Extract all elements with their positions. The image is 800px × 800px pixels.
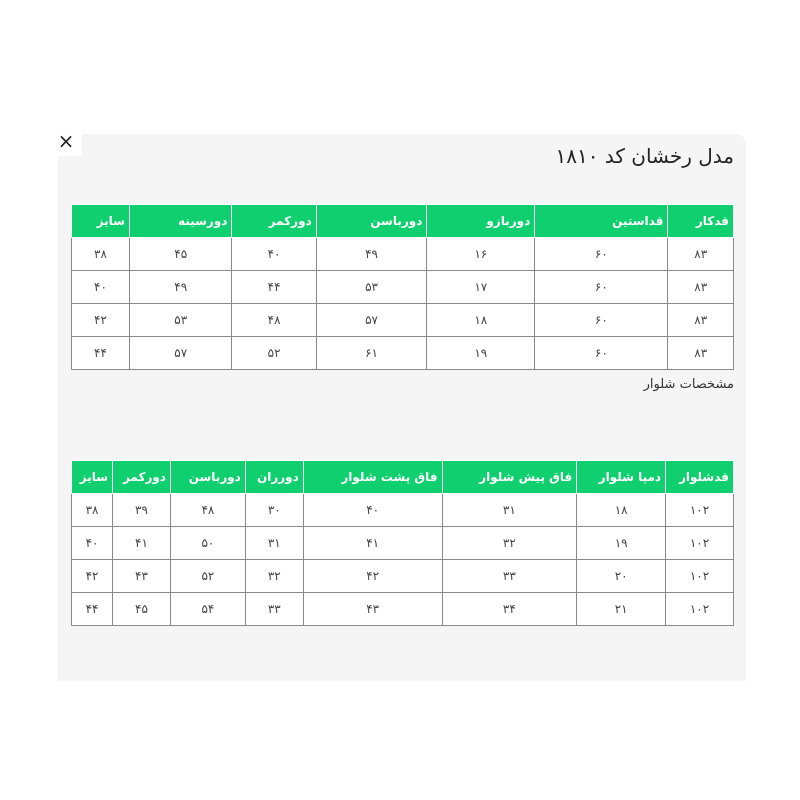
table-cell: ۱۹ (427, 337, 535, 370)
table-row (72, 593, 734, 626)
table-cell: ۳۳ (245, 593, 303, 626)
column-header: سایز (72, 205, 130, 238)
table-cell: ۶۰ (535, 271, 668, 304)
table-row (72, 271, 734, 304)
table-cell: ۱۰۲ (666, 593, 734, 626)
table-cell: ۴۹ (316, 238, 427, 271)
table-cell: ۴۲ (303, 560, 442, 593)
table-cell: ۱۶ (427, 238, 535, 271)
table-cell: ۸۳ (668, 337, 734, 370)
column-header: دورباسن (316, 205, 427, 238)
column-header: دورسینه (129, 205, 231, 238)
table-cell: ۳۱ (245, 527, 303, 560)
column-header: دورکمر (232, 205, 316, 238)
column-header: فاق پشت شلوار (303, 461, 442, 494)
table-cell: ۱۰۲ (666, 527, 734, 560)
table-cell: ۴۱ (303, 527, 442, 560)
table-cell: ۵۷ (129, 337, 231, 370)
column-header: دورران (245, 461, 303, 494)
close-icon[interactable]: × (57, 129, 75, 153)
table-cell: ۳۸ (72, 494, 113, 527)
table-cell: ۴۲ (72, 304, 130, 337)
table-cell: ۳۲ (442, 527, 577, 560)
table-cell: ۵۲ (170, 560, 245, 593)
table-cell: ۱۹ (577, 527, 666, 560)
table-cell: ۵۳ (316, 271, 427, 304)
table-header-row (72, 461, 734, 494)
table-cell: ۳۸ (72, 238, 130, 271)
table-cell: ۶۰ (535, 304, 668, 337)
pants-size-table (71, 460, 734, 626)
table-cell: ۲۱ (577, 593, 666, 626)
column-header: دورکمر (113, 461, 171, 494)
table-cell: ۳۰ (245, 494, 303, 527)
table-cell: ۴۵ (113, 593, 171, 626)
table-cell: ۳۳ (442, 560, 577, 593)
table-cell: ۴۰ (72, 271, 130, 304)
table-header-row (72, 205, 734, 238)
table-row (72, 527, 734, 560)
column-header: قدشلوار (666, 461, 734, 494)
table-cell: ۸۳ (668, 238, 734, 271)
table-cell: ۴۴ (232, 271, 316, 304)
table-cell: ۱۰۲ (666, 494, 734, 527)
table-cell: ۱۷ (427, 271, 535, 304)
table-cell: ۴۴ (72, 337, 130, 370)
pants-spec-label: مشخصات شلوار (643, 377, 734, 392)
table-cell: ۱۰۲ (666, 560, 734, 593)
table-cell: ۵۰ (170, 527, 245, 560)
column-header: قداستین (535, 205, 668, 238)
table-cell: ۴۰ (72, 527, 113, 560)
table-cell: ۶۱ (316, 337, 427, 370)
top-size-table (71, 204, 734, 370)
table-row (72, 304, 734, 337)
table-cell: ۴۵ (129, 238, 231, 271)
page-title: مدل رخشان کد ۱۸۱۰ (555, 144, 734, 168)
table-cell: ۳۴ (442, 593, 577, 626)
table-cell: ۴۳ (303, 593, 442, 626)
column-header: قدکار (668, 205, 734, 238)
table-cell: ۳۲ (245, 560, 303, 593)
table-cell: ۱۸ (427, 304, 535, 337)
table-cell: ۵۳ (129, 304, 231, 337)
column-header: سایز (72, 461, 113, 494)
column-header: دمپا شلوار (577, 461, 666, 494)
table-cell: ۵۴ (170, 593, 245, 626)
table-cell: ۱۸ (577, 494, 666, 527)
table-cell: ۵۲ (232, 337, 316, 370)
table-cell: ۵۷ (316, 304, 427, 337)
table-cell: ۶۰ (535, 238, 668, 271)
table-cell: ۴۱ (113, 527, 171, 560)
column-header: فاق پیش شلوار (442, 461, 577, 494)
table-cell: ۲۰ (577, 560, 666, 593)
table-row (72, 560, 734, 593)
table-cell: ۳۹ (113, 494, 171, 527)
table-cell: ۴۸ (232, 304, 316, 337)
table-cell: ۴۳ (113, 560, 171, 593)
table-row (72, 238, 734, 271)
column-header: دورباسن (170, 461, 245, 494)
table-cell: ۴۸ (170, 494, 245, 527)
table-cell: ۴۲ (72, 560, 113, 593)
table-cell: ۴۹ (129, 271, 231, 304)
table-cell: ۴۴ (72, 593, 113, 626)
table-cell: ۸۳ (668, 271, 734, 304)
table-cell: ۸۳ (668, 304, 734, 337)
table-cell: ۴۰ (232, 238, 316, 271)
table-cell: ۳۱ (442, 494, 577, 527)
table-row (72, 337, 734, 370)
table-cell: ۶۰ (535, 337, 668, 370)
column-header: دوربازو (427, 205, 535, 238)
table-cell: ۴۰ (303, 494, 442, 527)
table-row (72, 494, 734, 527)
